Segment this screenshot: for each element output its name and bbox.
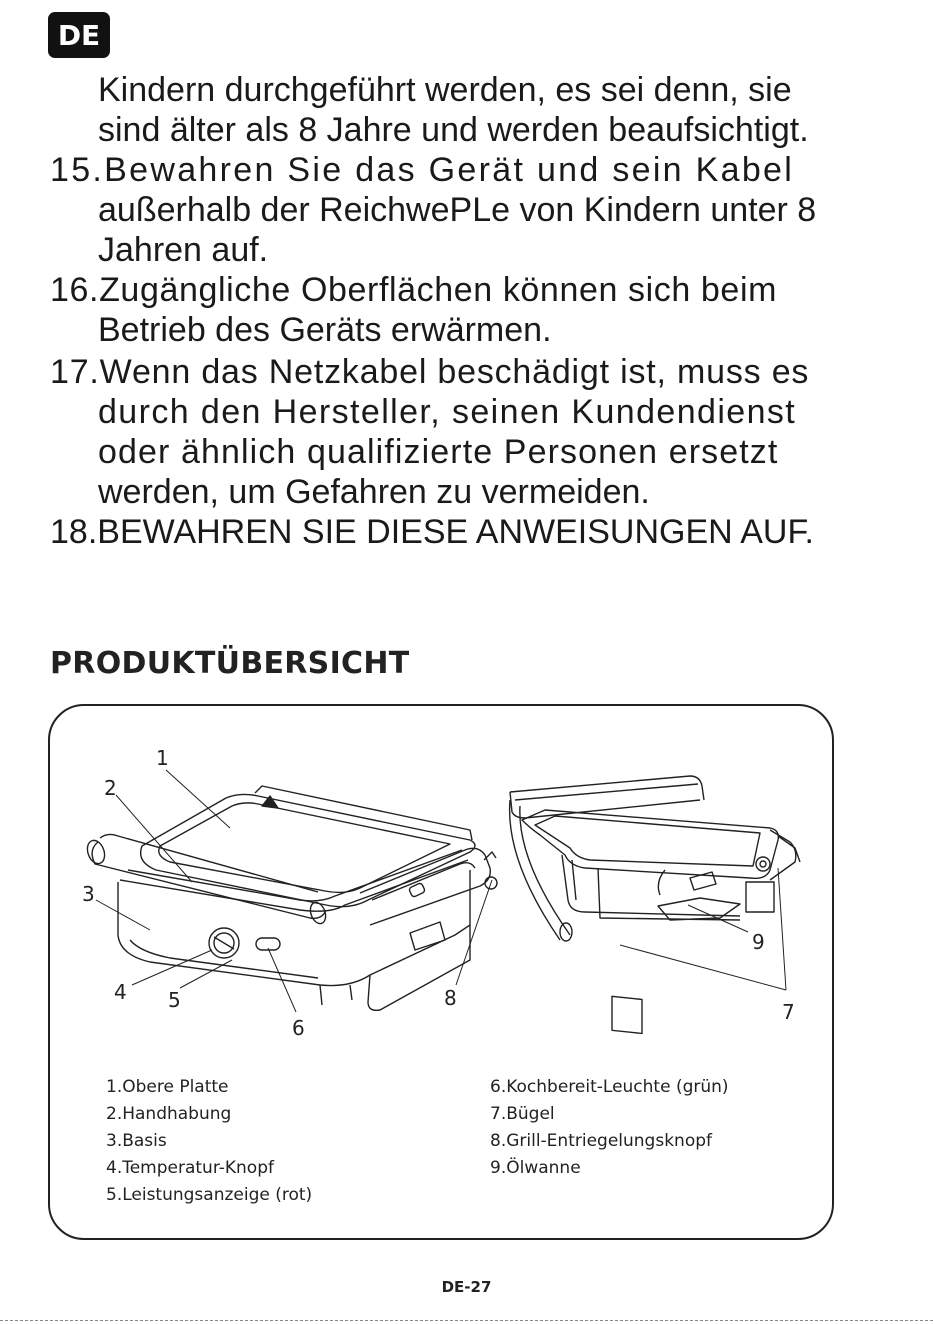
legend-item: 9.Ölwanne bbox=[490, 1158, 581, 1178]
instruction-line: 15.Bewahren Sie das Gerät und sein Kabel bbox=[50, 151, 795, 189]
instruction-line: 17.Wenn das Netzkabel beschädigt ist, muss es bbox=[50, 353, 810, 391]
instruction-line: 18.BEWAHREN SIE DIESE ANWEISUNGEN AUF. bbox=[50, 513, 814, 551]
page-edge-divider bbox=[0, 1320, 933, 1321]
callout-number: 5 bbox=[168, 988, 181, 1012]
callout-number: 8 bbox=[444, 986, 457, 1010]
legend-item: 8.Grill-Entriegelungsknopf bbox=[490, 1131, 713, 1151]
language-badge: DE bbox=[48, 12, 110, 58]
legend-item: 4.Temperatur-Knopf bbox=[106, 1158, 274, 1178]
instruction-line: werden, um Gefahren zu vermeiden. bbox=[98, 473, 650, 511]
page-number: DE-27 bbox=[441, 1278, 492, 1296]
section-title: PRODUKTÜBERSICHT bbox=[50, 646, 410, 681]
instruction-line: Betrieb des Geräts erwärmen. bbox=[98, 311, 552, 349]
instruction-line: Kindern durchgeführt werden, es sei denn, sie bbox=[98, 71, 792, 109]
callout-number: 6 bbox=[292, 1016, 305, 1040]
legend-item: 7.Bügel bbox=[490, 1104, 555, 1124]
callout-number: 3 bbox=[82, 882, 95, 906]
instruction-line: Jahren auf. bbox=[98, 231, 269, 269]
callout-number: 1 bbox=[156, 746, 169, 770]
instruction-line: oder ähnlich qualifizierte Personen ersetzt bbox=[98, 433, 779, 471]
instruction-line: sind älter als 8 Jahre und werden beaufsichtigt. bbox=[98, 111, 809, 149]
legend-item: 3.Basis bbox=[106, 1131, 167, 1151]
callout-number: 9 bbox=[752, 930, 765, 954]
instruction-line: durch den Hersteller, seinen Kundendienst bbox=[98, 393, 797, 431]
legend-item: 2.Handhabung bbox=[106, 1104, 232, 1124]
callout-number: 4 bbox=[114, 980, 127, 1004]
legend-item: 5.Leistungsanzeige (rot) bbox=[106, 1185, 313, 1205]
legend-item: 6.Kochbereit-Leuchte (grün) bbox=[490, 1077, 729, 1097]
callout-number: 7 bbox=[782, 1000, 795, 1024]
legend-item: 1.Obere Platte bbox=[106, 1077, 229, 1097]
instruction-line: 16.Zugängliche Oberflächen können sich beim bbox=[50, 271, 778, 309]
callout-number: 2 bbox=[104, 776, 117, 800]
instruction-line: außerhalb der ReichwePLe von Kindern unter 8 bbox=[98, 191, 817, 229]
